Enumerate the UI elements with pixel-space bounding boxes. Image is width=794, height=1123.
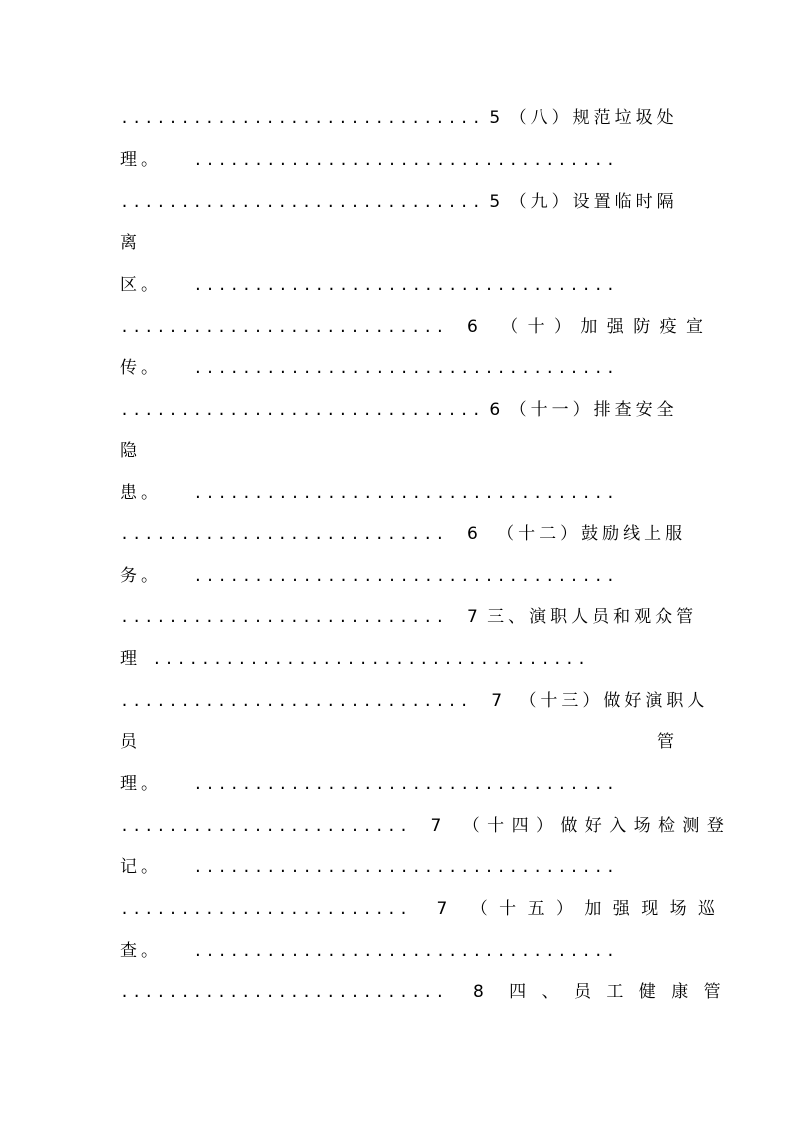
toc-entry-title[interactable]: （十一）排查安全 <box>509 400 678 420</box>
toc-entry-title[interactable]: 理。 <box>120 150 162 170</box>
dot-leader: ................................... <box>193 151 618 169</box>
toc-line <box>120 103 678 133</box>
toc-entry-title[interactable]: 隐 <box>120 441 141 461</box>
toc-entry-title[interactable]: （十二）鼓励线上服 <box>497 524 687 544</box>
toc-entry-title[interactable]: （ 十 五 ） 加 强 现 场 巡 <box>470 899 719 919</box>
toc-page-number: 7 <box>436 899 452 919</box>
toc-page-number: 8 <box>472 982 488 1002</box>
toc-line <box>120 145 674 175</box>
dot-leader: ........................... <box>120 525 448 543</box>
dot-leader: ........................ <box>120 900 412 918</box>
toc-line <box>120 478 674 508</box>
toc-page-number: 6 <box>466 317 482 337</box>
toc-entry-title[interactable]: 理 <box>120 649 141 669</box>
toc-entry-title[interactable]: 员 <box>120 732 141 752</box>
toc-entry-title[interactable]: 区。 <box>120 275 162 295</box>
toc-line <box>120 312 705 342</box>
dot-leader: ................................... <box>193 775 618 793</box>
toc-entry-title[interactable]: 记。 <box>120 857 162 877</box>
toc-entry-title[interactable]: 传。 <box>120 358 162 378</box>
toc-page-number: 6 <box>466 524 482 544</box>
toc-line <box>120 977 726 1007</box>
dot-leader: ................................... <box>193 567 618 585</box>
toc-entry-title[interactable]: （ 十 ） 加 强 防 疫 宣 <box>501 317 705 337</box>
dot-leader: .............................. <box>120 109 484 127</box>
toc-line <box>120 936 674 966</box>
dot-leader: ............................. <box>120 692 472 710</box>
toc-entry-title[interactable]: 离 <box>120 233 141 253</box>
toc-line <box>120 602 698 632</box>
toc-page-number: 5 <box>489 192 505 212</box>
toc-line <box>120 644 674 674</box>
dot-leader: .................................... <box>152 650 590 668</box>
toc-line <box>120 852 674 882</box>
toc-entry-title[interactable]: 管 <box>657 732 674 752</box>
toc-line <box>120 769 674 799</box>
toc-entry-title[interactable]: 四 、 员 工 健 康 管 <box>509 982 726 1002</box>
dot-leader: .............................. <box>120 401 484 419</box>
dot-leader: ................................... <box>193 359 618 377</box>
toc-page-number: 7 <box>491 691 507 711</box>
toc-page-number: 6 <box>489 400 505 420</box>
toc-entry-title[interactable]: （八）规范垃圾处 <box>509 108 678 128</box>
toc-line <box>120 228 674 258</box>
toc-line <box>120 436 674 466</box>
toc-entry-title[interactable]: 理。 <box>120 774 162 794</box>
toc-page-number: 7 <box>466 607 482 627</box>
toc-entry-title[interactable]: （ 十 四 ） 做 好 入 场 检 测 登 <box>462 816 725 836</box>
toc-entry-title[interactable]: 务。 <box>120 566 162 586</box>
dot-leader: ................................... <box>193 942 618 960</box>
toc-line <box>120 561 674 591</box>
toc-page-number: 7 <box>430 816 446 836</box>
toc-entry-title[interactable]: 查。 <box>120 941 162 961</box>
dot-leader: ........................... <box>120 318 448 336</box>
dot-leader: ................................... <box>193 484 618 502</box>
toc-entry-title[interactable]: （九）设置临时隔 <box>509 192 678 212</box>
toc-line <box>120 270 674 300</box>
toc-entry-title[interactable]: （十三）做好演职人 <box>519 691 709 711</box>
toc-line <box>120 811 725 841</box>
dot-leader: .............................. <box>120 193 484 211</box>
toc-line <box>120 894 719 924</box>
toc-line <box>120 727 674 757</box>
dot-leader: ........................... <box>120 983 448 1001</box>
toc-entry-title[interactable]: 三、演职人员和观众管 <box>487 607 698 627</box>
dot-leader: ........................... <box>120 608 448 626</box>
toc-line <box>120 187 678 217</box>
dot-leader: ................................... <box>193 858 618 876</box>
dot-leader: ........................ <box>120 817 412 835</box>
toc-line <box>120 519 687 549</box>
dot-leader: ................................... <box>193 276 618 294</box>
toc-line <box>120 686 709 716</box>
toc-entry-title[interactable]: 患。 <box>120 483 162 503</box>
toc-line <box>120 353 674 383</box>
toc-page-number: 5 <box>489 108 505 128</box>
toc-line <box>120 395 678 425</box>
